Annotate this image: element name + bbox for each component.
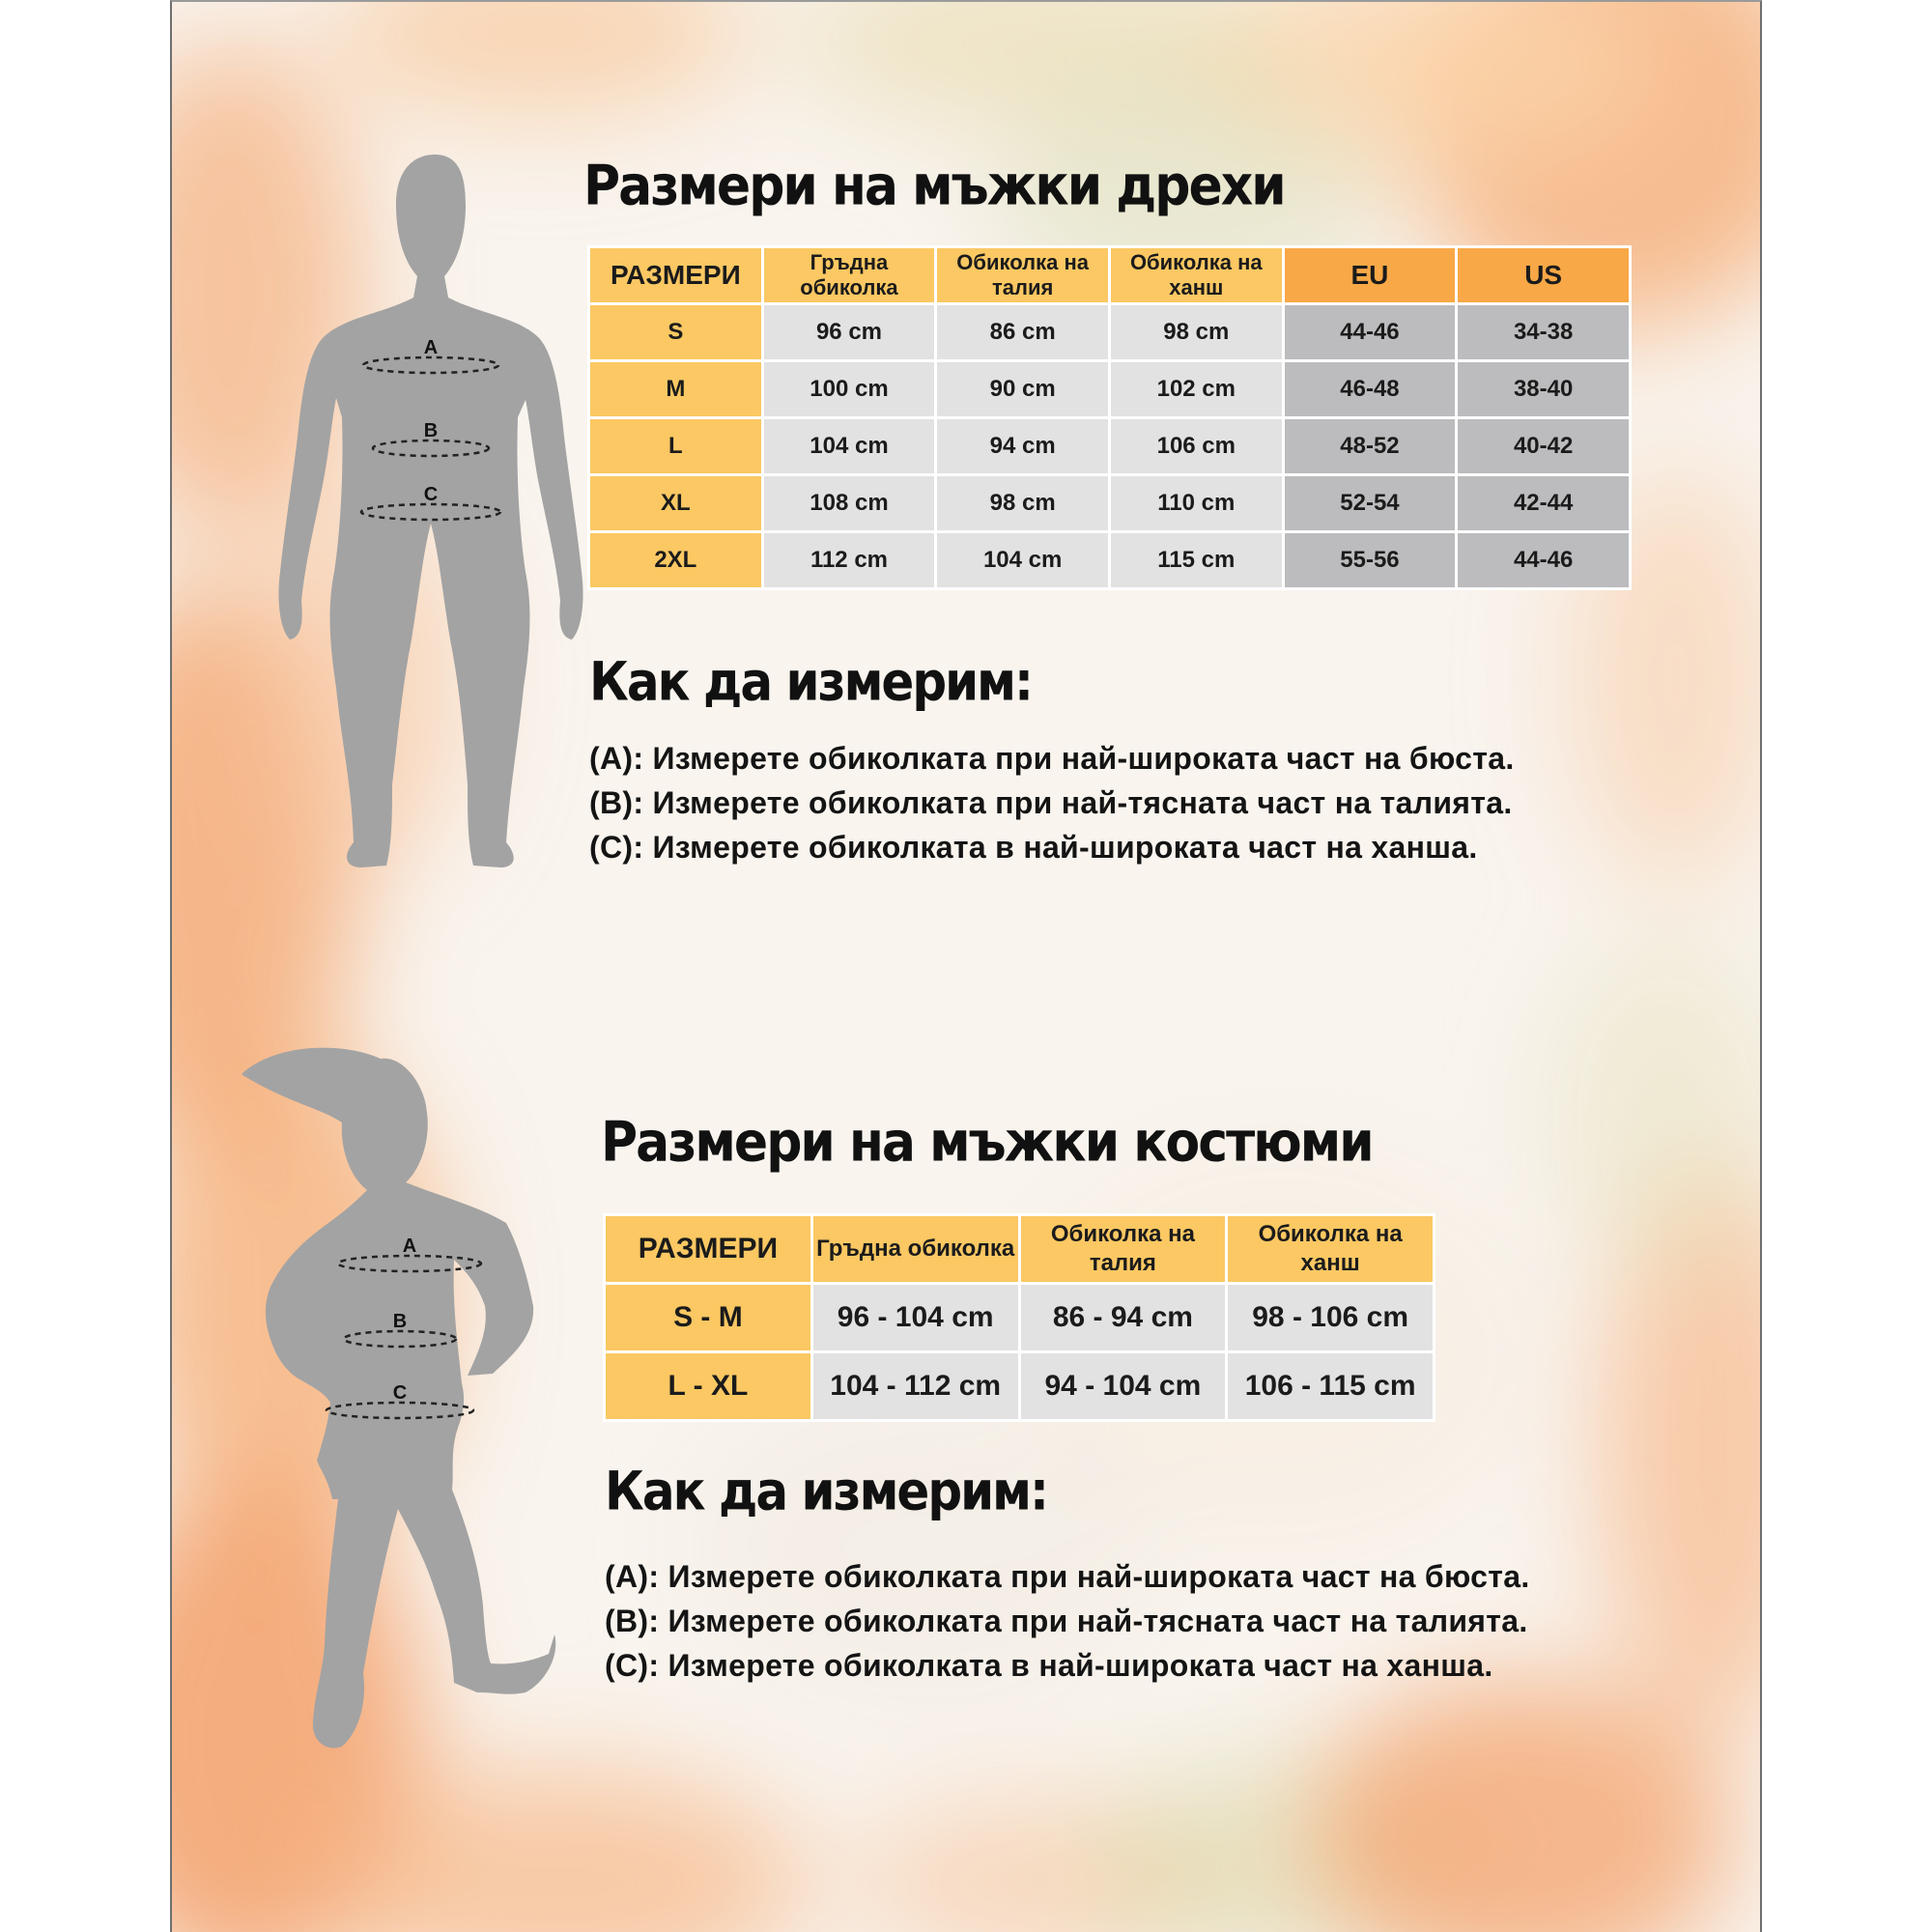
hip-cell: 98 cm [1111, 305, 1282, 359]
header-chest: Гръдна обиколка [764, 248, 935, 302]
instruction-a: (A): Измерете обиколката при най-широката част на бюста. [589, 741, 1515, 776]
shirts-instructions [589, 736, 1515, 869]
table-row [590, 533, 1629, 587]
chest-cell: 100 cm [764, 362, 935, 416]
table-row [590, 305, 1629, 359]
chest-cell: 104 cm [764, 419, 935, 473]
waist-cell: 94 - 104 cm [1021, 1353, 1226, 1419]
header-eu: EU [1285, 248, 1456, 302]
size-cell: 2XL [590, 533, 761, 587]
table-row [590, 476, 1629, 530]
label-b: B [392, 1311, 408, 1332]
header-chest: Гръдна обиколка [813, 1216, 1018, 1282]
elf-silhouette-icon [236, 1016, 603, 1760]
waist-cell: 94 cm [937, 419, 1108, 473]
eu-cell: 55-56 [1285, 533, 1456, 587]
hip-cell: 106 - 115 cm [1228, 1353, 1433, 1419]
artboard [170, 0, 1762, 1932]
costumes-instructions [605, 1554, 1530, 1688]
label-c: C [423, 484, 439, 505]
instruction-c: (C): Измерете обиколката в най-широката част на ханша. [605, 1648, 1493, 1683]
instruction-c: (C): Измерете обиколката в най-широката част на ханша. [589, 830, 1478, 865]
label-a: A [423, 337, 439, 358]
header-us: US [1458, 248, 1629, 302]
eu-cell: 44-46 [1285, 305, 1456, 359]
label-b: B [423, 420, 439, 441]
waist-cell: 98 cm [937, 476, 1108, 530]
table-row [590, 362, 1629, 416]
label-a: A [402, 1236, 417, 1257]
size-cell: M [590, 362, 761, 416]
eu-cell: 48-52 [1285, 419, 1456, 473]
header-waist: Обиколка на талия [937, 248, 1108, 302]
shirts-title: Размери на мъжки дрехи [583, 155, 1285, 218]
chest-cell: 104 - 112 cm [813, 1353, 1018, 1419]
costumes-how-title: Как да измерим: [605, 1461, 1048, 1522]
instruction-b: (B): Измерете обиколката при най-тясната част на талията. [589, 785, 1513, 820]
body-silhouette-icon [269, 147, 616, 881]
eu-cell: 52-54 [1285, 476, 1456, 530]
costumes-size-table [603, 1213, 1435, 1422]
size-cell: XL [590, 476, 761, 530]
chest-cell: 108 cm [764, 476, 935, 530]
hip-cell: 110 cm [1111, 476, 1282, 530]
size-cell: L - XL [606, 1353, 810, 1419]
size-cell: L [590, 419, 761, 473]
label-c: C [392, 1382, 408, 1404]
hip-cell: 115 cm [1111, 533, 1282, 587]
table-row [606, 1285, 1433, 1350]
chest-cell: 112 cm [764, 533, 935, 587]
us-cell: 38-40 [1458, 362, 1629, 416]
waist-cell: 86 cm [937, 305, 1108, 359]
waist-cell: 90 cm [937, 362, 1108, 416]
hip-cell: 102 cm [1111, 362, 1282, 416]
header-hip: Обиколка на ханш [1228, 1216, 1433, 1282]
us-cell: 34-38 [1458, 305, 1629, 359]
header-waist: Обиколка на талия [1021, 1216, 1226, 1282]
shirts-how-title: Как да измерим: [589, 651, 1033, 713]
chest-cell: 96 cm [764, 305, 935, 359]
table-header-row [606, 1216, 1433, 1282]
shirts-size-table [587, 245, 1632, 590]
costumes-title: Размери на мъжки костюми [601, 1111, 1373, 1175]
instruction-b: (B): Измерете обиколката при най-тясната част на талията. [605, 1604, 1528, 1638]
size-cell: S - M [606, 1285, 810, 1350]
header-size: РАЗМЕРИ [590, 248, 761, 302]
us-cell: 42-44 [1458, 476, 1629, 530]
us-cell: 44-46 [1458, 533, 1629, 587]
size-cell: S [590, 305, 761, 359]
waist-cell: 104 cm [937, 533, 1108, 587]
chest-cell: 96 - 104 cm [813, 1285, 1018, 1350]
table-row [606, 1353, 1433, 1419]
table-row [590, 419, 1629, 473]
waist-cell: 86 - 94 cm [1021, 1285, 1226, 1350]
table-header-row [590, 248, 1629, 302]
hip-cell: 106 cm [1111, 419, 1282, 473]
eu-cell: 46-48 [1285, 362, 1456, 416]
header-size: РАЗМЕРИ [606, 1216, 810, 1282]
hip-cell: 98 - 106 cm [1228, 1285, 1433, 1350]
instruction-a: (A): Измерете обиколката при най-широката част на бюста. [605, 1559, 1530, 1594]
us-cell: 40-42 [1458, 419, 1629, 473]
header-hip: Обиколка на ханш [1111, 248, 1282, 302]
